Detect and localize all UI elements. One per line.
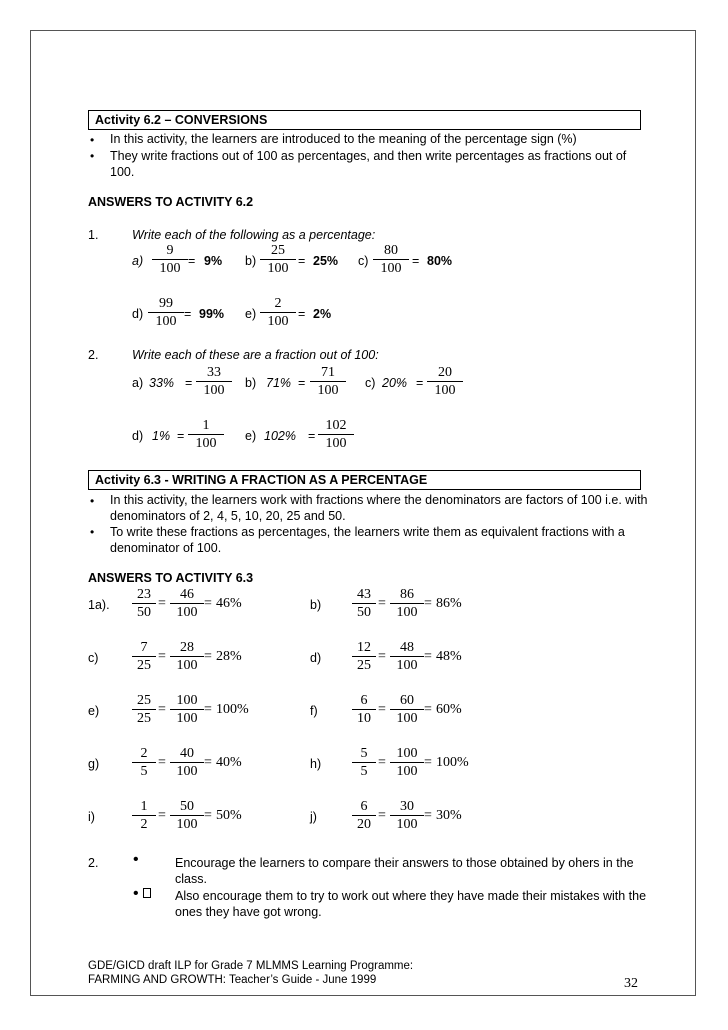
- q63-3-fraction-2: 28 100: [170, 640, 204, 674]
- q63-7-result: 40%: [216, 755, 242, 770]
- equals-sign: =: [298, 307, 306, 321]
- activity-6-2-bullet-1: In this activity, the learners are introduced to the meaning of the percentage sign (%): [110, 132, 577, 146]
- q63-5-fraction-1: 25 25: [132, 693, 156, 727]
- q1b-label: b): [245, 254, 257, 268]
- equals-sign: =: [184, 307, 192, 321]
- q63-6-equals-2: =: [424, 702, 432, 717]
- q1d-label: d): [132, 307, 144, 321]
- activity-6-2-bullet-2: They write fractions out of 100 as percentages, and then write percentages as fractions out of 100.: [110, 149, 627, 179]
- q63-2-fraction-2: 86 100: [390, 587, 424, 621]
- activity-6-2-title: Activity 6.2 – CONVERSIONS: [88, 110, 641, 130]
- q63-4-fraction-2: 48 100: [390, 640, 424, 674]
- q63-1-label: 1a).: [88, 598, 110, 612]
- q63-5-label: e): [88, 704, 100, 718]
- q63-4-equals-2: =: [424, 649, 432, 664]
- q63-8-result: 100%: [436, 755, 469, 770]
- q63-4-result: 48%: [436, 649, 462, 664]
- activity-6-3-bullet-2: To write these fractions as percentages, the learners write them as equivalent fractions with a denominator of 100.: [110, 525, 625, 555]
- q63-6-label: f): [310, 704, 318, 718]
- q1e-label: e): [245, 307, 257, 321]
- equals-sign: =: [188, 254, 196, 268]
- q2-number: 2.: [88, 348, 99, 362]
- q63-1-fraction-2: 46 100: [170, 587, 204, 621]
- q63-2-bullet-1: Encourage the learners to compare their answers to those obtained by ohers in the class.: [175, 856, 634, 886]
- equals-sign: =: [298, 254, 306, 268]
- q63-6-fraction-2: 60 100: [390, 693, 424, 727]
- answers-6-3-heading: ANSWERS TO ACTIVITY 6.3: [88, 571, 254, 585]
- q63-6-fraction-1: 6 10: [352, 693, 376, 727]
- q2c-fraction: 20 100: [427, 365, 463, 399]
- q63-10-label: j): [310, 810, 317, 824]
- missing-glyph-icon: [143, 888, 151, 898]
- q63-6-equals-1: =: [378, 702, 386, 717]
- q2c-percent: 20%: [382, 376, 408, 390]
- q63-1-fraction-1: 23 50: [132, 587, 156, 621]
- footer-line-1: GDE/GICD draft ILP for Grade 7 MLMMS Learning Programme:: [88, 960, 414, 972]
- q2e-fraction: 102 100: [318, 418, 354, 452]
- q63-8-label: h): [310, 757, 322, 771]
- q63-2-equals-2: =: [424, 596, 432, 611]
- q63-7-fraction-1: 2 5: [132, 746, 156, 780]
- q1e-answer: 2%: [313, 307, 332, 321]
- q63-2-number: 2.: [88, 856, 99, 870]
- q1b-fraction: 25 100: [260, 243, 296, 277]
- q2a-percent: 33%: [149, 376, 175, 390]
- q63-5-equals-2: =: [204, 702, 212, 717]
- q2d-percent: 1%: [152, 429, 171, 443]
- bullet-icon: •: [90, 494, 95, 508]
- q1-number: 1.: [88, 228, 99, 242]
- q63-3-fraction-1: 7 25: [132, 640, 156, 674]
- bullet-icon: •: [90, 133, 95, 147]
- q1a-label: a): [132, 254, 144, 268]
- bullet-icon: •: [133, 885, 139, 902]
- activity-6-3-title: Activity 6.3 - WRITING A FRACTION AS A PERCENTAGE: [88, 470, 641, 490]
- q63-2-label: b): [310, 598, 322, 612]
- q63-7-fraction-2: 40 100: [170, 746, 204, 780]
- q63-2-fraction-1: 43 50: [352, 587, 376, 621]
- q63-3-label: c): [88, 651, 99, 665]
- q63-9-fraction-1: 1 2: [132, 799, 156, 833]
- q63-8-equals-2: =: [424, 755, 432, 770]
- equals-sign: =: [308, 429, 316, 443]
- q2b-percent: 71%: [266, 376, 292, 390]
- footer-line-2: FARMING AND GROWTH: Teacher’s Guide - June 1999: [88, 974, 377, 986]
- q63-9-equals-2: =: [204, 808, 212, 823]
- equals-sign: =: [416, 376, 424, 390]
- q2d-label: d): [132, 429, 144, 443]
- q63-7-equals-1: =: [158, 755, 166, 770]
- q1c-fraction: 80 100: [373, 243, 409, 277]
- q1a-answer: 9%: [204, 254, 223, 268]
- q1c-answer: 80%: [427, 254, 453, 268]
- q63-8-fraction-2: 100 100: [390, 746, 424, 780]
- q63-9-fraction-2: 50 100: [170, 799, 204, 833]
- q63-5-equals-1: =: [158, 702, 166, 717]
- q63-10-equals-1: =: [378, 808, 386, 823]
- q63-8-fraction-1: 5 5: [352, 746, 376, 780]
- q63-2-equals-1: =: [378, 596, 386, 611]
- equals-sign: =: [177, 429, 185, 443]
- answers-6-2-heading: ANSWERS TO ACTIVITY 6.2: [88, 195, 254, 209]
- q63-1-equals-2: =: [204, 596, 212, 611]
- q63-3-equals-1: =: [158, 649, 166, 664]
- q63-10-result: 30%: [436, 808, 462, 823]
- q63-10-equals-2: =: [424, 808, 432, 823]
- q63-4-equals-1: =: [378, 649, 386, 664]
- q63-1-equals-1: =: [158, 596, 166, 611]
- q63-7-equals-2: =: [204, 755, 212, 770]
- q2e-label: e): [245, 429, 257, 443]
- bullet-icon: •: [90, 525, 95, 539]
- q2a-label: a): [132, 376, 144, 390]
- q63-3-equals-2: =: [204, 649, 212, 664]
- q1-instruction: Write each of the following as a percentage:: [132, 228, 376, 242]
- q1d-fraction: 99 100: [148, 296, 184, 330]
- equals-sign: =: [412, 254, 420, 268]
- q63-7-label: g): [88, 757, 100, 771]
- q63-2-bullet-2: Also encourage them to try to work out where they have made their mistakes with the ones they have got wrong.: [175, 889, 647, 919]
- bullet-icon: •: [90, 149, 95, 163]
- q2b-label: b): [245, 376, 257, 390]
- q63-9-result: 50%: [216, 808, 242, 823]
- equals-sign: =: [298, 376, 306, 390]
- q63-8-equals-1: =: [378, 755, 386, 770]
- q63-1-result: 46%: [216, 596, 242, 611]
- q63-4-label: d): [310, 651, 322, 665]
- q1c-label: c): [358, 254, 369, 268]
- q2e-percent: 102%: [264, 429, 296, 443]
- q1d-answer: 99%: [199, 307, 225, 321]
- q63-9-equals-1: =: [158, 808, 166, 823]
- q1e-fraction: 2 100: [260, 296, 296, 330]
- q63-5-fraction-2: 100 100: [170, 693, 204, 727]
- q2a-fraction: 33 100: [196, 365, 232, 399]
- q2d-fraction: 1 100: [188, 418, 224, 452]
- q1a-fraction: 9 100: [152, 243, 188, 277]
- activity-6-3-bullet-1: In this activity, the learners work with fractions where the denominators are factors of 100 i.e. with denominators of 2, 4, 5, 10, 20, 25 and 50.: [110, 493, 648, 523]
- q1b-answer: 25%: [313, 254, 339, 268]
- q63-4-fraction-1: 12 25: [352, 640, 376, 674]
- equals-sign: =: [185, 376, 193, 390]
- q2-instruction: Write each of these are a fraction out of 100:: [132, 348, 379, 362]
- q63-10-fraction-1: 6 20: [352, 799, 376, 833]
- q63-3-result: 28%: [216, 649, 242, 664]
- q2b-fraction: 71 100: [310, 365, 346, 399]
- q63-2-result: 86%: [436, 596, 462, 611]
- q63-6-result: 60%: [436, 702, 462, 717]
- q63-9-label: i): [88, 810, 95, 824]
- q2c-label: c): [365, 376, 376, 390]
- page-number: 32: [624, 976, 638, 991]
- q63-5-result: 100%: [216, 702, 249, 717]
- bullet-icon: •: [133, 851, 139, 868]
- q63-10-fraction-2: 30 100: [390, 799, 424, 833]
